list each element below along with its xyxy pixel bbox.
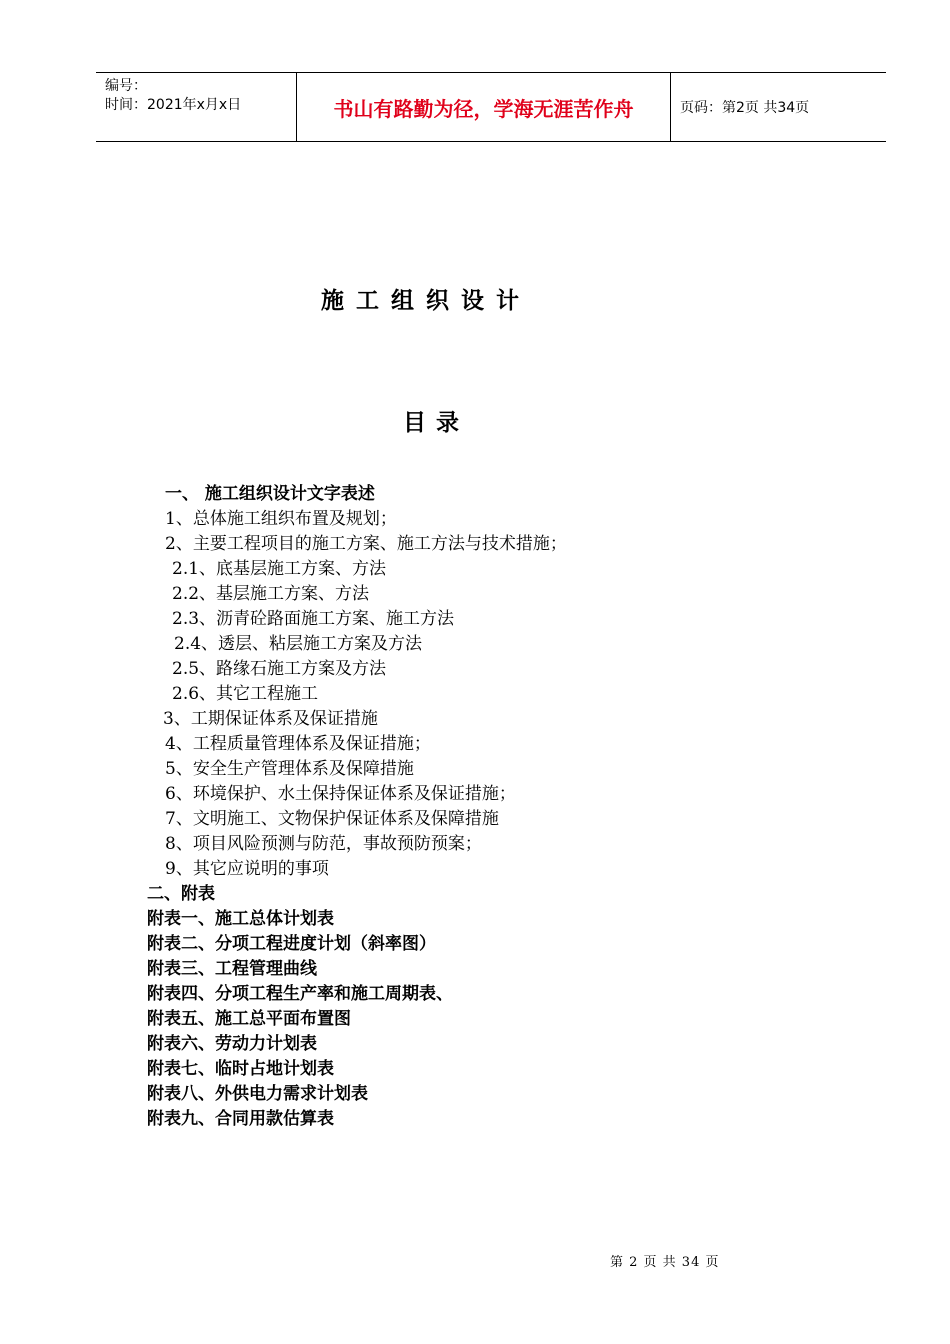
header-page-info: 页码：第2页 共34页 xyxy=(680,100,810,116)
document-number-label: 编号： xyxy=(105,78,147,94)
toc-appendix-4: 附表四、分项工程生产率和施工周期表、 xyxy=(147,984,453,1004)
toc-item-7: 7、文明施工、文物保护保证体系及保障措施 xyxy=(165,809,499,829)
toc-item-2-3: 2.3、沥青砼路面施工方案、施工方法 xyxy=(172,609,455,629)
toc-item-2-5: 2.5、路缘石施工方案及方法 xyxy=(172,659,387,679)
toc-item-8: 8、项目风险预测与防范，事故预防预案； xyxy=(165,834,482,854)
toc-item-2-4: 2.4、透层、粘层施工方案及方法 xyxy=(174,634,423,654)
toc-item-2-1: 2.1、底基层施工方案、方法 xyxy=(172,559,387,579)
toc-part-1: 一、 施工组织设计文字表述 xyxy=(165,484,375,504)
toc-item-1: 1、总体施工组织布置及规划； xyxy=(165,509,397,529)
toc-part-2: 二、附表 xyxy=(147,884,215,904)
header-meta-cell xyxy=(96,73,297,141)
toc-item-9: 9、其它应说明的事项 xyxy=(165,859,329,879)
toc-appendix-8: 附表八、外供电力需求计划表 xyxy=(147,1084,368,1104)
toc-appendix-5: 附表五、施工总平面布置图 xyxy=(147,1009,351,1029)
page-header xyxy=(96,72,886,142)
document-title: 施工组织设计 xyxy=(321,287,531,314)
document-date-label: 时间：2021年x月x日 xyxy=(105,97,242,113)
header-page-cell xyxy=(671,73,886,141)
toc-item-2: 2、主要工程项目的施工方案、施工方法与技术措施； xyxy=(165,534,567,554)
header-motto-cell xyxy=(297,73,671,141)
toc-appendix-1: 附表一、施工总体计划表 xyxy=(147,909,334,929)
toc-appendix-9: 附表九、合同用款估算表 xyxy=(147,1109,334,1129)
toc-item-4: 4、工程质量管理体系及保证措施； xyxy=(165,734,431,754)
toc-appendix-2: 附表二、分项工程进度计划（斜率图） xyxy=(147,934,436,954)
toc-appendix-6: 附表六、劳动力计划表 xyxy=(147,1034,317,1054)
toc-item-3: 3、工期保证体系及保证措施 xyxy=(163,709,378,729)
toc-item-6: 6、环境保护、水土保持保证体系及保证措施； xyxy=(165,784,516,804)
header-motto: 书山有路勤为径，学海无涯苦作舟 xyxy=(333,97,634,121)
toc-item-2-2: 2.2、基层施工方案、方法 xyxy=(172,584,370,604)
page-footer: 第 2 页 共 34 页 xyxy=(610,1255,720,1270)
toc-item-2-6: 2.6、其它工程施工 xyxy=(172,684,319,704)
toc-appendix-3: 附表三、工程管理曲线 xyxy=(147,959,317,979)
toc-title: 目录 xyxy=(403,409,469,436)
toc-appendix-7: 附表七、临时占地计划表 xyxy=(147,1059,334,1079)
toc-item-5: 5、安全生产管理体系及保障措施 xyxy=(165,759,414,779)
